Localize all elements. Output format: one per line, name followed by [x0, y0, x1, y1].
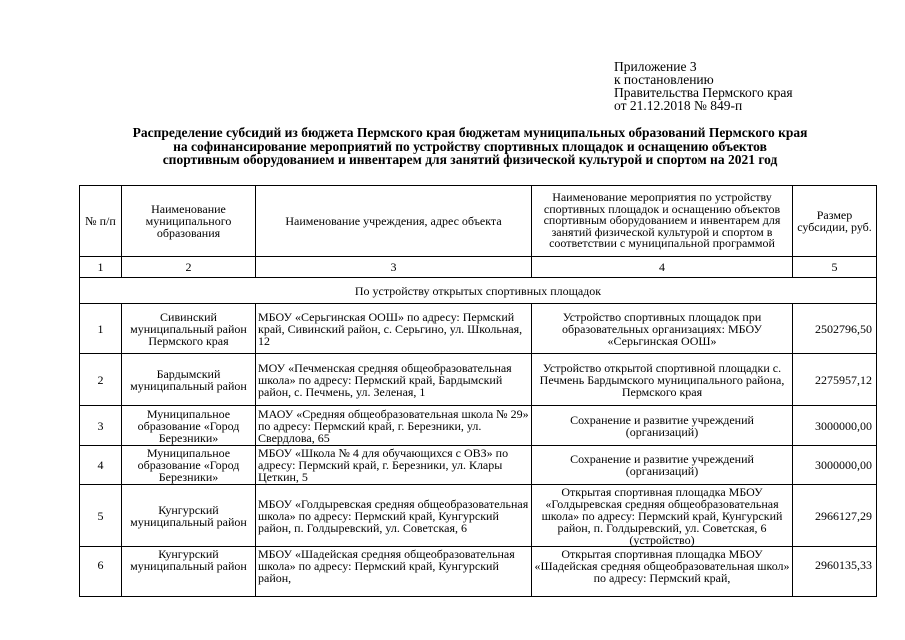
row-municipality: Бардымский муниципальный район [122, 354, 256, 406]
header-institution: Наименование учреждения, адрес объекта [256, 186, 532, 257]
row-activity: Сохранение и развитие учреждений (организаций) [532, 406, 793, 446]
col-number: 3 [256, 257, 532, 278]
row-amount: 3000000,00 [793, 406, 877, 446]
header-row [80, 186, 877, 257]
row-num: 3 [80, 406, 122, 446]
table-row [80, 406, 877, 446]
section-title: По устройству открытых спортивных площадок [80, 278, 877, 304]
document-title [70, 126, 870, 167]
title-line: Распределение субсидий из бюджета Пермского края бюджетам муниципальных образований Пермского края [132, 125, 808, 140]
table-row [80, 446, 877, 485]
table-row [80, 547, 877, 597]
row-municipality: Муниципальное образование «Город Березники» [122, 446, 256, 485]
row-activity: Открытая спортивная площадка МБОУ «Голдыревская средняя общеобразовательная школа» по адресу: Пермский край, Кунгурский район, п. Голдыревский, ул. Советская, 6 (устройство) [532, 485, 793, 547]
row-institution: МАОУ «Средняя общеобразовательная школа № 29» по адресу: Пермский край, г. Березники, ул. Свердлова, 65 [256, 406, 532, 446]
col-number: 5 [793, 257, 877, 278]
row-institution: МБОУ «Школа № 4 для обучающихся с ОВЗ» по адресу: Пермский край, г. Березники, ул. Клары Цеткин, 5 [256, 446, 532, 485]
subsidy-table [79, 185, 877, 597]
row-num: 6 [80, 547, 122, 597]
appendix-block [614, 60, 793, 112]
header-activity: Наименование мероприятия по устройству спортивных площадок и оснащению объектов спортивным оборудованием и инвентарем для занятий физической культурой и спортом в соответствии с муниципальной программой [532, 186, 793, 257]
column-number-row [80, 257, 877, 278]
row-amount: 3000000,00 [793, 446, 877, 485]
row-num: 4 [80, 446, 122, 485]
row-amount: 2960135,33 [793, 547, 877, 597]
appendix-line: к постановлению [614, 72, 714, 87]
row-municipality: Муниципальное образование «Город Березники» [122, 406, 256, 446]
row-activity: Устройство открытой спортивной площадки с. Печмень Бардымского муниципального района, Пермского края [532, 354, 793, 406]
row-num: 2 [80, 354, 122, 406]
header-amount: Размер субсидии, руб. [793, 186, 877, 257]
row-institution: МБОУ «Голдыревская средняя общеобразовательная школа» по адресу: Пермский край, Кунгурский район, п. Голдыревский, ул. Советская, 6 [256, 485, 532, 547]
row-institution: МОУ «Печменская средняя общеобразовательная школа» по адресу: Пермский край, Бардымский район, с. Печмень, ул. Зеленая, 1 [256, 354, 532, 406]
row-municipality: Кунгурский муниципальный район [122, 485, 256, 547]
row-institution: МБОУ «Шадейская средняя общеобразовательная школа» по адресу: Пермский край, Кунгурский район, [256, 547, 532, 597]
row-num: 1 [80, 304, 122, 354]
col-number: 1 [80, 257, 122, 278]
header-municipality: Наименование муниципального образования [122, 186, 256, 257]
appendix-line: от 21.12.2018 № 849-п [614, 98, 743, 113]
appendix-line: Приложение 3 [614, 59, 697, 74]
header-num: № п/п [80, 186, 122, 257]
col-number: 4 [532, 257, 793, 278]
col-number: 2 [122, 257, 256, 278]
row-activity: Сохранение и развитие учреждений (организаций) [532, 446, 793, 485]
row-amount: 2502796,50 [793, 304, 877, 354]
title-line: на софинансирование мероприятий по устройству спортивных площадок и оснащению объектов [173, 138, 767, 154]
table-row [80, 354, 877, 406]
title-line: спортивным оборудованием и инвентарем для занятий физической культурой и спортом на 2021 год [162, 152, 778, 167]
row-municipality: Сивинский муниципальный район Пермского края [122, 304, 256, 354]
row-amount: 2275957,12 [793, 354, 877, 406]
appendix-line: Правительства Пермского края [614, 85, 793, 100]
table-row [80, 485, 877, 547]
section-row [80, 278, 877, 304]
row-num: 5 [80, 485, 122, 547]
row-institution: МБОУ «Серьгинская ООШ» по адресу: Пермский край, Сивинский район, с. Серьгино, ул. Школьная, 12 [256, 304, 532, 354]
row-municipality: Кунгурский муниципальный район [122, 547, 256, 597]
row-activity: Устройство спортивных площадок при образовательных организациях: МБОУ «Серьгинская ООШ» [532, 304, 793, 354]
row-activity: Открытая спортивная площадка МБОУ «Шадейская средняя общеобразовательная школ» по адресу: Пермский край, [532, 547, 793, 597]
table-row [80, 304, 877, 354]
row-amount: 2966127,29 [793, 485, 877, 547]
